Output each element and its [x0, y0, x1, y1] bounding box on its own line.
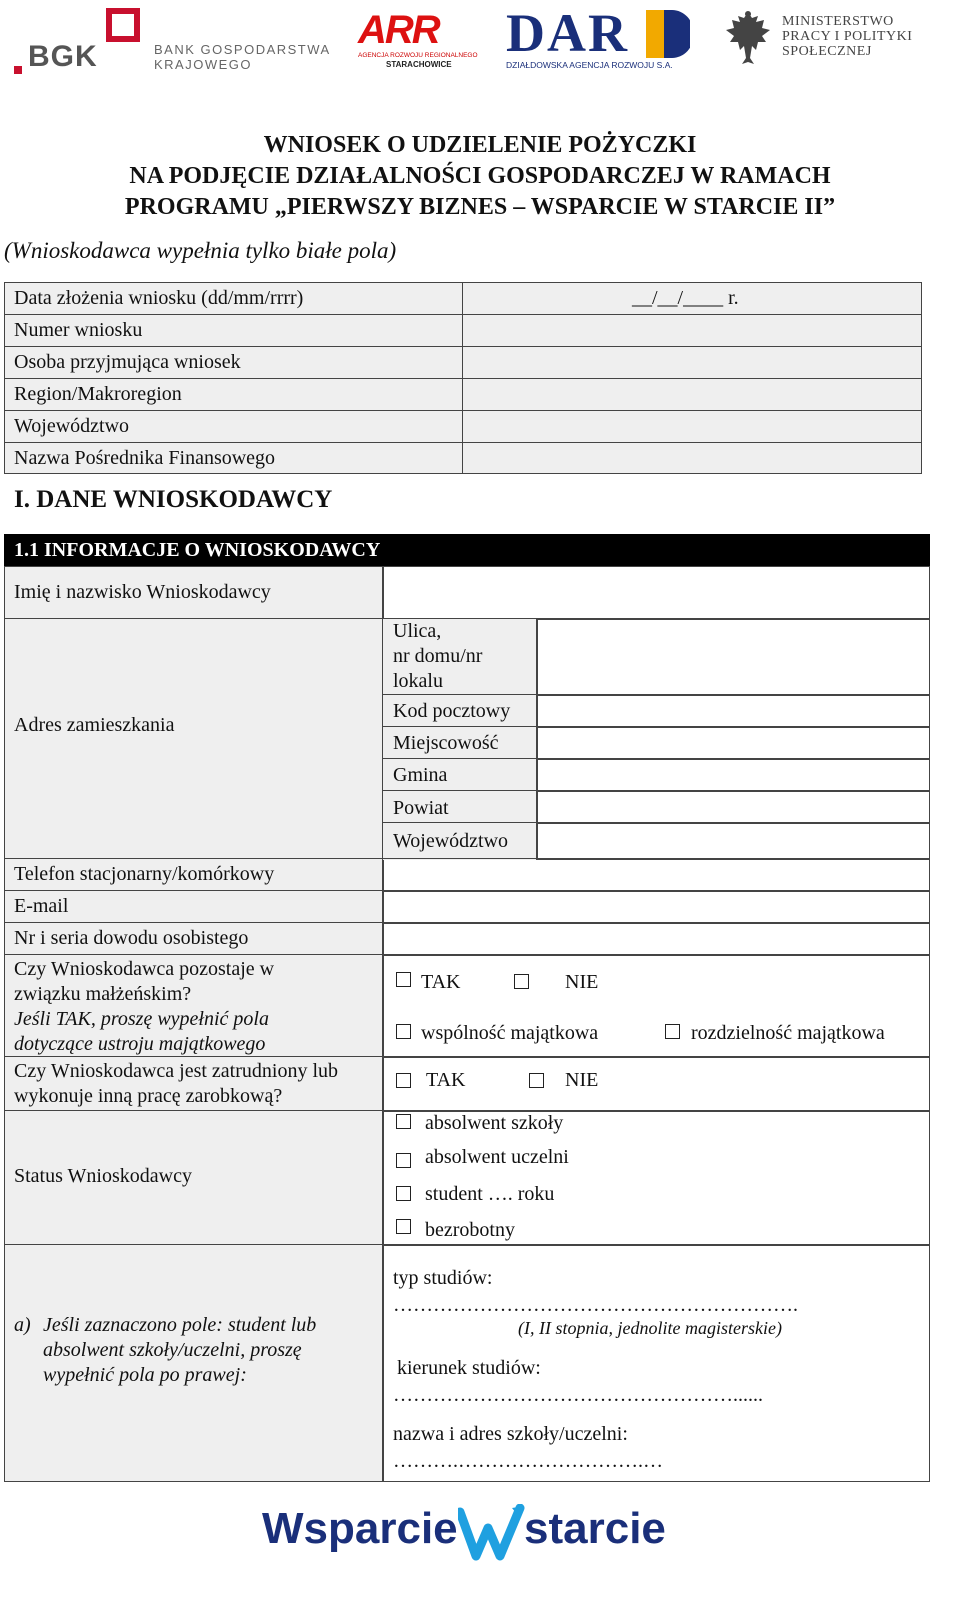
unemployed-label: bezrobotny: [425, 1219, 515, 1241]
submission-date-label: Data złożenia wniosku (dd/mm/rrrr): [14, 287, 304, 309]
row-divider: [382, 790, 538, 791]
voivodeship-label: Województwo: [14, 415, 130, 437]
section-heading: I. DANE WNIOSKODAWCY: [14, 486, 333, 513]
married-note-line2: dotyczące ustroju majątkowego: [14, 1033, 266, 1055]
phone-input[interactable]: [382, 858, 930, 892]
employed-yes-checkbox[interactable]: [396, 1073, 411, 1088]
email-input[interactable]: [382, 890, 930, 924]
application-number-label: Numer wniosku: [14, 319, 143, 341]
student-note-prefix: a): [14, 1314, 31, 1336]
id-label: Nr i seria dowodu osobistego: [14, 927, 249, 949]
joint-property-checkbox[interactable]: [396, 1024, 411, 1039]
field-of-study-field[interactable]: ……………………………………………......: [393, 1384, 763, 1406]
footer-w-emblem-icon: [458, 1504, 528, 1564]
married-no-label: NIE: [565, 971, 599, 993]
ministry-logo: [722, 8, 952, 72]
submission-date-value: __/__/____ r.: [632, 287, 739, 309]
university-graduate-label: absolwent uczelni: [425, 1146, 569, 1168]
bgk-name: [154, 42, 331, 72]
address-label: Adres zamieszkania: [14, 714, 175, 736]
bgk-name-line1: BANK GOSPODARSTWA: [154, 42, 331, 57]
title-line2: NA PODJĘCIE DZIAŁALNOŚCI GOSPODARCZEJ W RAMACH: [129, 163, 831, 189]
phone-label: Telefon stacjonarny/komórkowy: [14, 863, 275, 885]
employed-yes-label: TAK: [426, 1069, 466, 1091]
city-input[interactable]: [536, 726, 930, 760]
married-no-checkbox[interactable]: [514, 974, 529, 989]
intermediary-label: Nazwa Pośrednika Finansowego: [14, 447, 276, 469]
footer-logo-left: Wsparcie: [262, 1504, 458, 1553]
street-label-line2: nr domu/nr: [393, 645, 483, 667]
gmina-label: Gmina: [393, 764, 448, 786]
street-label-line1: Ulica,: [393, 620, 442, 642]
street-label-line3: lokalu: [393, 670, 443, 692]
row-divider: [382, 822, 538, 823]
wsparcie-w-starcie-logo: [262, 1504, 682, 1574]
arr-city: STARACHOWICE: [386, 60, 452, 69]
arr-sub: AGENCJA ROZWOJU REGIONALNEGO: [358, 52, 478, 59]
fill-instruction: (Wnioskodawca wypełnia tylko białe pola): [4, 238, 397, 263]
row-divider: [382, 694, 538, 695]
status-label: Status Wnioskodawcy: [14, 1165, 192, 1187]
dar-logo: [506, 3, 696, 72]
separate-property-label: rozdzielność majątkowa: [691, 1022, 885, 1044]
married-yes-label: TAK: [421, 971, 461, 993]
row-divider: [4, 378, 922, 379]
unemployed-checkbox[interactable]: [396, 1219, 411, 1234]
ministry-line2: PRACY I POLITYKI: [782, 29, 913, 44]
school-graduate-checkbox[interactable]: [396, 1114, 411, 1129]
postal-code-input[interactable]: [536, 694, 930, 728]
study-type-hint: (I, II stopnia, jednolite magisterskie): [518, 1318, 782, 1338]
study-type-field[interactable]: …………………………………………………….: [393, 1294, 798, 1316]
receiving-person-label: Osoba przyjmująca wniosek: [14, 351, 241, 373]
row-divider: [4, 410, 922, 411]
row-divider: [4, 442, 922, 443]
ministry-line1: MINISTERSTWO: [782, 14, 894, 29]
separate-property-checkbox[interactable]: [665, 1024, 680, 1039]
married-yes-checkbox[interactable]: [396, 972, 411, 987]
married-note-line1: Jeśli TAK, proszę wypełnić pola: [14, 1008, 269, 1030]
name-label: Imię i nazwisko Wnioskodawcy: [14, 581, 271, 603]
email-label: E-mail: [14, 895, 69, 917]
field-of-study-label: kierunek studiów:: [397, 1357, 541, 1379]
row-divider: [4, 314, 922, 315]
arr-mark: ARR: [358, 8, 439, 52]
partner-logos: [0, 0, 960, 80]
powiat-label: Powiat: [393, 797, 449, 819]
subsection-heading: 1.1 INFORMACJE O WNIOSKODAWCY: [4, 534, 930, 566]
address-voivodeship-label: Województwo: [393, 830, 509, 852]
student-label: student …. roku: [425, 1183, 555, 1205]
dar-emblem-icon: [646, 10, 690, 58]
university-graduate-checkbox[interactable]: [396, 1153, 411, 1168]
employed-no-checkbox[interactable]: [529, 1073, 544, 1088]
title-line1: WNIOSEK O UDZIELENIE POŻYCZKI: [263, 132, 697, 158]
address-voivodeship-input[interactable]: [536, 822, 930, 860]
eagle-emblem-icon: [722, 8, 774, 68]
dar-sub: DZIAŁDOWSKA AGENCJA ROZWOJU S.A.: [506, 60, 673, 70]
street-input[interactable]: [536, 618, 930, 696]
dar-mark: DAR: [506, 3, 629, 63]
student-note-line3: wypełnić pola po prawej:: [43, 1364, 247, 1386]
school-graduate-label: absolwent szkoły: [425, 1112, 564, 1134]
row-divider: [4, 346, 922, 347]
ministry-name: [782, 14, 912, 59]
school-name-field[interactable]: ……….……………………….…: [393, 1450, 663, 1472]
arr-logo: [358, 8, 478, 70]
bgk-mark: BGK: [28, 40, 98, 73]
ministry-line3: SPOŁECZNEJ: [782, 44, 872, 59]
married-question-line2: związku małżeńskim?: [14, 983, 192, 1005]
powiat-input[interactable]: [536, 790, 930, 824]
city-label: Miejscowość: [393, 732, 499, 754]
document-title: [0, 130, 960, 223]
footer-logo-right: starcie: [524, 1504, 666, 1553]
bgk-dot-icon: [14, 66, 22, 74]
joint-property-label: wspólność majątkowa: [421, 1022, 599, 1044]
address-label-cell: [4, 618, 384, 860]
title-line3: PROGRAMU „PIERWSZY BIZNES – WSPARCIE W STARCIE II”: [124, 194, 836, 220]
employed-question-line2: wykonuje inną pracę zarobkową?: [14, 1085, 283, 1107]
row-divider: [382, 726, 538, 727]
school-name-label: nazwa i adres szkoły/uczelni:: [393, 1423, 628, 1445]
bgk-name-line2: KRAJOWEGO: [154, 57, 253, 72]
gmina-input[interactable]: [536, 758, 930, 792]
study-type-label: typ studiów:: [393, 1267, 493, 1289]
postal-code-label: Kod pocztowy: [393, 700, 511, 722]
bgk-square-icon: [106, 8, 140, 42]
student-note-line1: Jeśli zaznaczono pole: student lub: [43, 1314, 317, 1336]
id-number-input[interactable]: [382, 922, 930, 956]
name-input[interactable]: [382, 566, 930, 620]
student-checkbox[interactable]: [396, 1186, 411, 1201]
employed-no-label: NIE: [565, 1069, 599, 1091]
married-question-line1: Czy Wnioskodawca pozostaje w: [14, 958, 275, 980]
bgk-logo: [14, 8, 334, 78]
row-divider: [382, 758, 538, 759]
student-note-line2: absolwent szkoły/uczelni, proszę: [43, 1339, 302, 1361]
region-label: Region/Makroregion: [14, 383, 182, 405]
employed-question-line1: Czy Wnioskodawca jest zatrudniony lub: [14, 1060, 339, 1082]
